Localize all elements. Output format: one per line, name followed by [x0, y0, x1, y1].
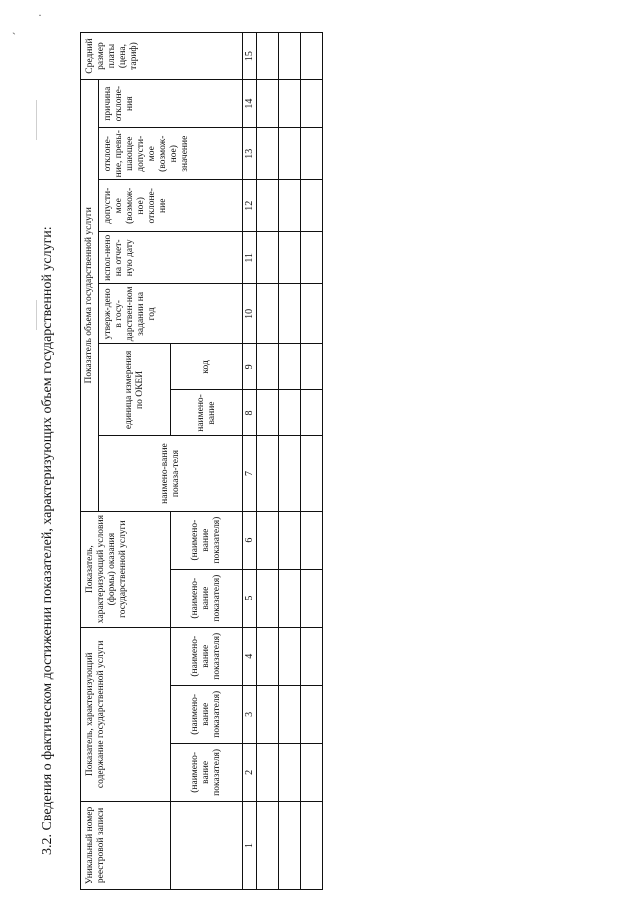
column-number: 5: [243, 569, 257, 627]
column-number: 1: [243, 801, 257, 889]
column-number: 15: [243, 33, 257, 80]
column-number: 12: [243, 180, 257, 232]
header-unit-group: единица измерения по ОКЕИ: [99, 344, 171, 436]
column-number: 7: [243, 436, 257, 511]
column-number: 13: [243, 128, 257, 180]
column-number: 6: [243, 511, 257, 569]
scan-dash-line: [36, 100, 37, 140]
column-number: 11: [243, 232, 257, 284]
column-number: 3: [243, 685, 257, 743]
volume-indicators-table: [80, 32, 323, 890]
header-reason: причина отклоне-ния: [99, 80, 243, 128]
header-unit-name: наимено-вание: [171, 390, 243, 436]
table-row: [301, 33, 323, 890]
column-number: 8: [243, 390, 257, 436]
header-indicator-name: наимено-вание показа-теля: [99, 436, 243, 511]
header-sub-name: (наимено-вание показателя): [171, 569, 243, 627]
column-number: 2: [243, 743, 257, 801]
header-unit-code: код: [171, 344, 243, 390]
column-number: 14: [243, 80, 257, 128]
header-avg-price: Средний размер платы (цена, тариф): [81, 33, 243, 80]
header-exceed-deviation: отклоне-ние, превы-шающее допусти-мое (возмож-ное) значение: [99, 128, 243, 180]
scan-dash-line: [36, 300, 37, 330]
header-conditions-group: Показатель, характеризующий условия (формы) оказания государственной услуги: [81, 511, 171, 627]
column-number: 4: [243, 627, 257, 685]
header-content-group: Показатель, характеризующий содержание государственной услуги: [81, 627, 171, 801]
header-allowed-deviation: допусти-мое (возмож-ное) отклоне-ние: [99, 180, 243, 232]
header-sub-name: (наимено-вание показателя): [171, 511, 243, 569]
scan-speck: ·: [38, 8, 42, 22]
section-heading: 3.2. Сведения о фактическом достижении показателей, характеризующих объем государственной услуги:: [40, 226, 55, 855]
scan-speck: `: [12, 30, 16, 44]
column-number: 9: [243, 344, 257, 390]
table-row: [257, 33, 279, 890]
header-sub-name: (наимено-вание показателя): [171, 743, 243, 801]
header-blank-cell: [171, 801, 243, 889]
header-sub-name: (наимено-вание показателя): [171, 685, 243, 743]
header-sub-name: (наимено-вание показателя): [171, 627, 243, 685]
header-executed: испол-нено на отчет-ную дату: [99, 232, 243, 284]
header-registry: Уникальный номер реестровой записи: [81, 801, 171, 889]
rotated-content: [40, 30, 340, 890]
header-volume-group: Показатель объема государственной услуги: [81, 80, 99, 511]
header-approved: утверж-дено в госу-дарствен-ном задании на год: [99, 284, 243, 344]
column-number: 10: [243, 284, 257, 344]
table-row: [279, 33, 301, 890]
